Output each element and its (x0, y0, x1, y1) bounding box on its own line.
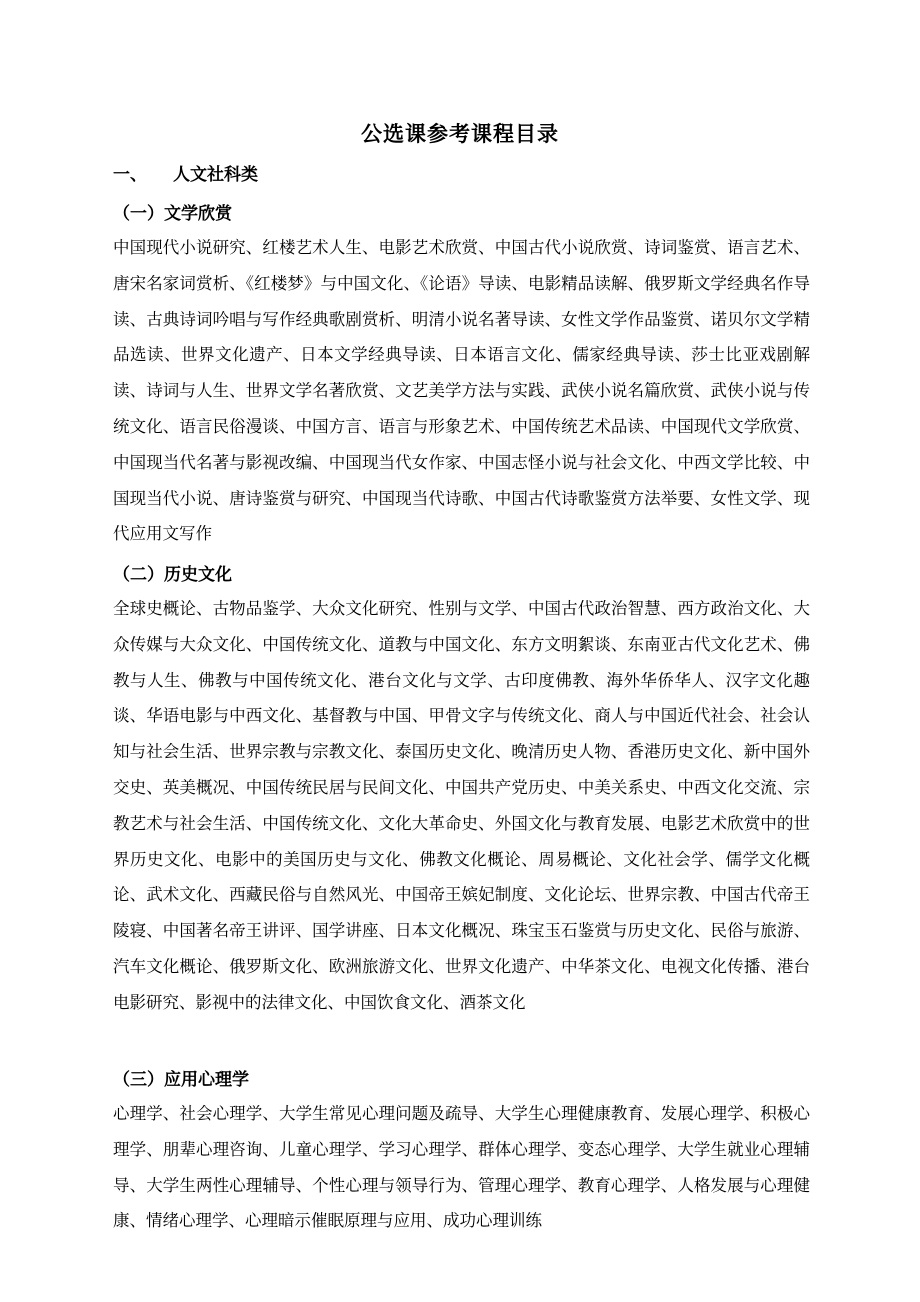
course-list-history: 全球史概论、古物品鉴学、大众文化研究、性别与文学、中国古代政治智慧、西方政治文化、大众传媒与大众文化、中国传统文化、道教与中国文化、东方文明絮谈、东南亚古代文化艺术、佛教与人生、佛教与中国传统文化、港台文化与文学、古印度佛教、海外华侨华人、汉字文化趣谈、华语电影与中西文化、基督教与中国、甲骨文字与传统文化、商人与中国近代社会、社会认知与社会生活、世界宗教与宗教文化、泰国历史文化、晚清历史人物、香港历史文化、新中国外交史、英美概况、中国传统民居与民间文化、中国共产党历史、中美关系史、中西文化交流、宗教艺术与社会生活、中国传统文化、文化大革命史、外国文化与教育发展、电影艺术欣赏中的世界历史文化、电影中的美国历史与文化、佛教文化概论、周易概论、文化社会学、儒学文化概论、武术文化、西藏民俗与自然风光、中国帝王嫔妃制度、文化论坛、世界宗教、中国古代帝王陵寝、中国著名帝王讲评、国学讲座、日本文化概况、珠宝玉石鉴赏与历史文化、民俗与旅游、汽车文化概论、俄罗斯文化、欧洲旅游文化、世界文化遗产、中华茶文化、电视文化传播、港台电影研究、影视中的法律文化、中国饮食文化、酒茶文化 (113, 599, 810, 1012)
section-number: 一、 (113, 165, 147, 185)
subsection-heading-history: （二）历史文化 (113, 565, 232, 585)
section-heading-humanities (113, 160, 258, 190)
course-list-psychology: 心理学、社会心理学、大学生常见心理问题及疏导、大学生心理健康教育、发展心理学、积极心理学、朋辈心理咨询、儿童心理学、学习心理学、群体心理学、变态心理学、大学生就业心理辅导、大学生两性心理辅导、个性心理与领导行为、管理心理学、教育心理学、人格发展与心理健康、情绪心理学、心理暗示催眠原理与应用、成功心理训练 (113, 1104, 810, 1231)
page-title: 公选课参考课程目录 (361, 121, 559, 146)
subsection-heading-psychology: （三）应用心理学 (113, 1070, 249, 1090)
section-label: 人文社科类 (173, 165, 258, 185)
subsection-heading-literature: （一）文学欣赏 (113, 204, 232, 224)
course-list-literature: 中国现代小说研究、红楼艺术人生、电影艺术欣赏、中国古代小说欣赏、诗词鉴赏、语言艺术、唐宋名家词赏析、《红楼梦》与中国文化、《论语》导读、电影精品读解、俄罗斯文学经典名作导读、古典诗词吟唱与写作经典歌剧赏析、明清小说名著导读、女性文学作品鉴赏、诺贝尔文学精品选读、世界文化遗产、日本文学经典导读、日本语言文化、儒家经典导读、莎士比亚戏剧解读、诗词与人生、世界文学名著欣赏、文艺美学方法与实践、武侠小说名篇欣赏、武侠小说与传统文化、语言民俗漫谈、中国方言、语言与形象艺术、中国传统艺术品读、中国现代文学欣赏、中国现当代名著与影视改编、中国现当代女作家、中国志怪小说与社会文化、中西文学比较、中国现当代小说、唐诗鉴赏与研究、中国现当代诗歌、中国古代诗歌鉴赏方法举要、女性文学、现代应用文写作 (113, 238, 810, 544)
